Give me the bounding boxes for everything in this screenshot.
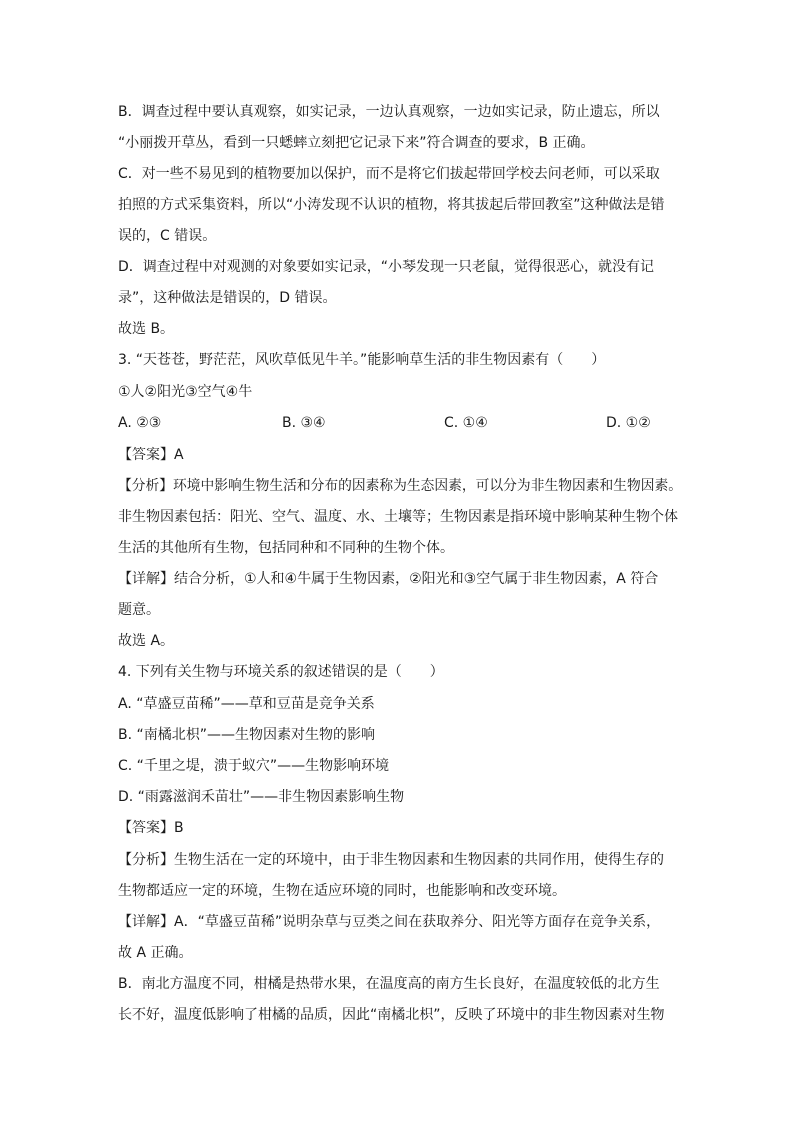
q4-detail-line-4: 长不好，温度低影响了柑橘的品质，因此“南橘北枳”，反映了环境中的非生物因素对生物 (118, 1007, 665, 1023)
q4-analysis-line-1: 【分析】生物生活在一定的环境中，由于非生物因素和生物因素的共同作用，使得生存的 (118, 852, 664, 868)
q4-option-b: B. “南橘北枳”——生物因素对生物的影响 (118, 727, 376, 743)
q3-items: ①人②阳光③空气④牛 (118, 384, 253, 400)
q3-stem: 3. “天苍苍，野茫茫，风吹草低见牛羊。”能影响草生活的非生物因素有（ ） (118, 352, 606, 368)
q3-detail-line-2: 题意。 (118, 602, 160, 618)
q3-option-a: A. ②③ (118, 415, 162, 431)
q3-conclusion: 故选 A。 (118, 633, 175, 649)
q3-analysis-line-1: 【分析】环境中影响生物生活和分布的因素称为生态因素，可以分为非生物因素和生物因素。 (118, 478, 683, 494)
q2-option-c-line-2: 拍照的方式采集资料，所以“小涛发现不认识的植物，将其拔起后带回教室”这种做法是错 (118, 197, 665, 213)
q2-option-d-line-1: D．调查过程中对观测的对象要如实记录，“小琴发现一只老鼠，觉得很恶心，就没有记 (118, 259, 655, 275)
q2-option-c-line-1: C．对一些不易见到的植物要加以保护，而不是将它们拔起带回学校去问老师，可以采取 (118, 166, 660, 182)
q4-detail-line-2: 故 A 正确。 (118, 945, 193, 961)
q4-option-c: C. “千里之堤，溃于蚁穴”——生物影响环境 (118, 758, 390, 774)
q4-detail-line-3: B．南北方温度不同，柑橘是热带水果，在温度高的南方生长良好，在温度较低的北方生 (118, 976, 660, 992)
q2-conclusion: 故选 B。 (118, 321, 175, 337)
q2-option-d-line-2: 录”，这种做法是错误的，D 错误。 (118, 290, 337, 306)
q4-answer: 【答案】B (118, 820, 184, 836)
q4-analysis-line-2: 生物都适应一定的环境，生物在适应环境的同时，也能影响和改变环境。 (118, 883, 566, 899)
q4-stem: 4. 下列有关生物与环境关系的叙述错误的是（ ） (118, 664, 444, 680)
q4-option-d: D. “雨露滋润禾苗壮”——非生物因素影响生物 (118, 789, 405, 805)
q4-detail-line-1: 【详解】A．“草盛豆苗稀”说明杂草与豆类之间在获取养分、阳光等方面存在竞争关系， (118, 914, 661, 930)
q3-option-c: C. ①④ (444, 415, 488, 431)
q3-analysis-line-2: 非生物因素包括：阳光、空气、温度、水、土壤等；生物因素是指环境中影响某种生物个体 (118, 509, 678, 525)
q2-option-b-line-1: B．调查过程中要认真观察，如实记录，一边认真观察，一边如实记录，防止遗忘，所以 (118, 104, 660, 120)
q3-analysis-line-3: 生活的其他所有生物，包括同种和不同种的生物个体。 (118, 540, 454, 556)
q2-option-b-line-2: “小丽拨开草丛，看到一只蟋蟀立刻把它记录下来”符合调查的要求，B 正确。 (118, 135, 595, 151)
q3-option-b: B. ③④ (282, 415, 326, 431)
q3-option-d: D. ①② (606, 415, 651, 431)
q4-option-a: A. “草盛豆苗稀”——草和豆苗是竞争关系 (118, 696, 375, 712)
q3-answer: 【答案】A (118, 447, 184, 463)
q3-detail-line-1: 【详解】结合分析，①人和④牛属于生物因素，②阳光和③空气属于非生物因素，A 符合 (118, 571, 659, 587)
q2-option-c-line-3: 误的，C 错误。 (118, 228, 217, 244)
